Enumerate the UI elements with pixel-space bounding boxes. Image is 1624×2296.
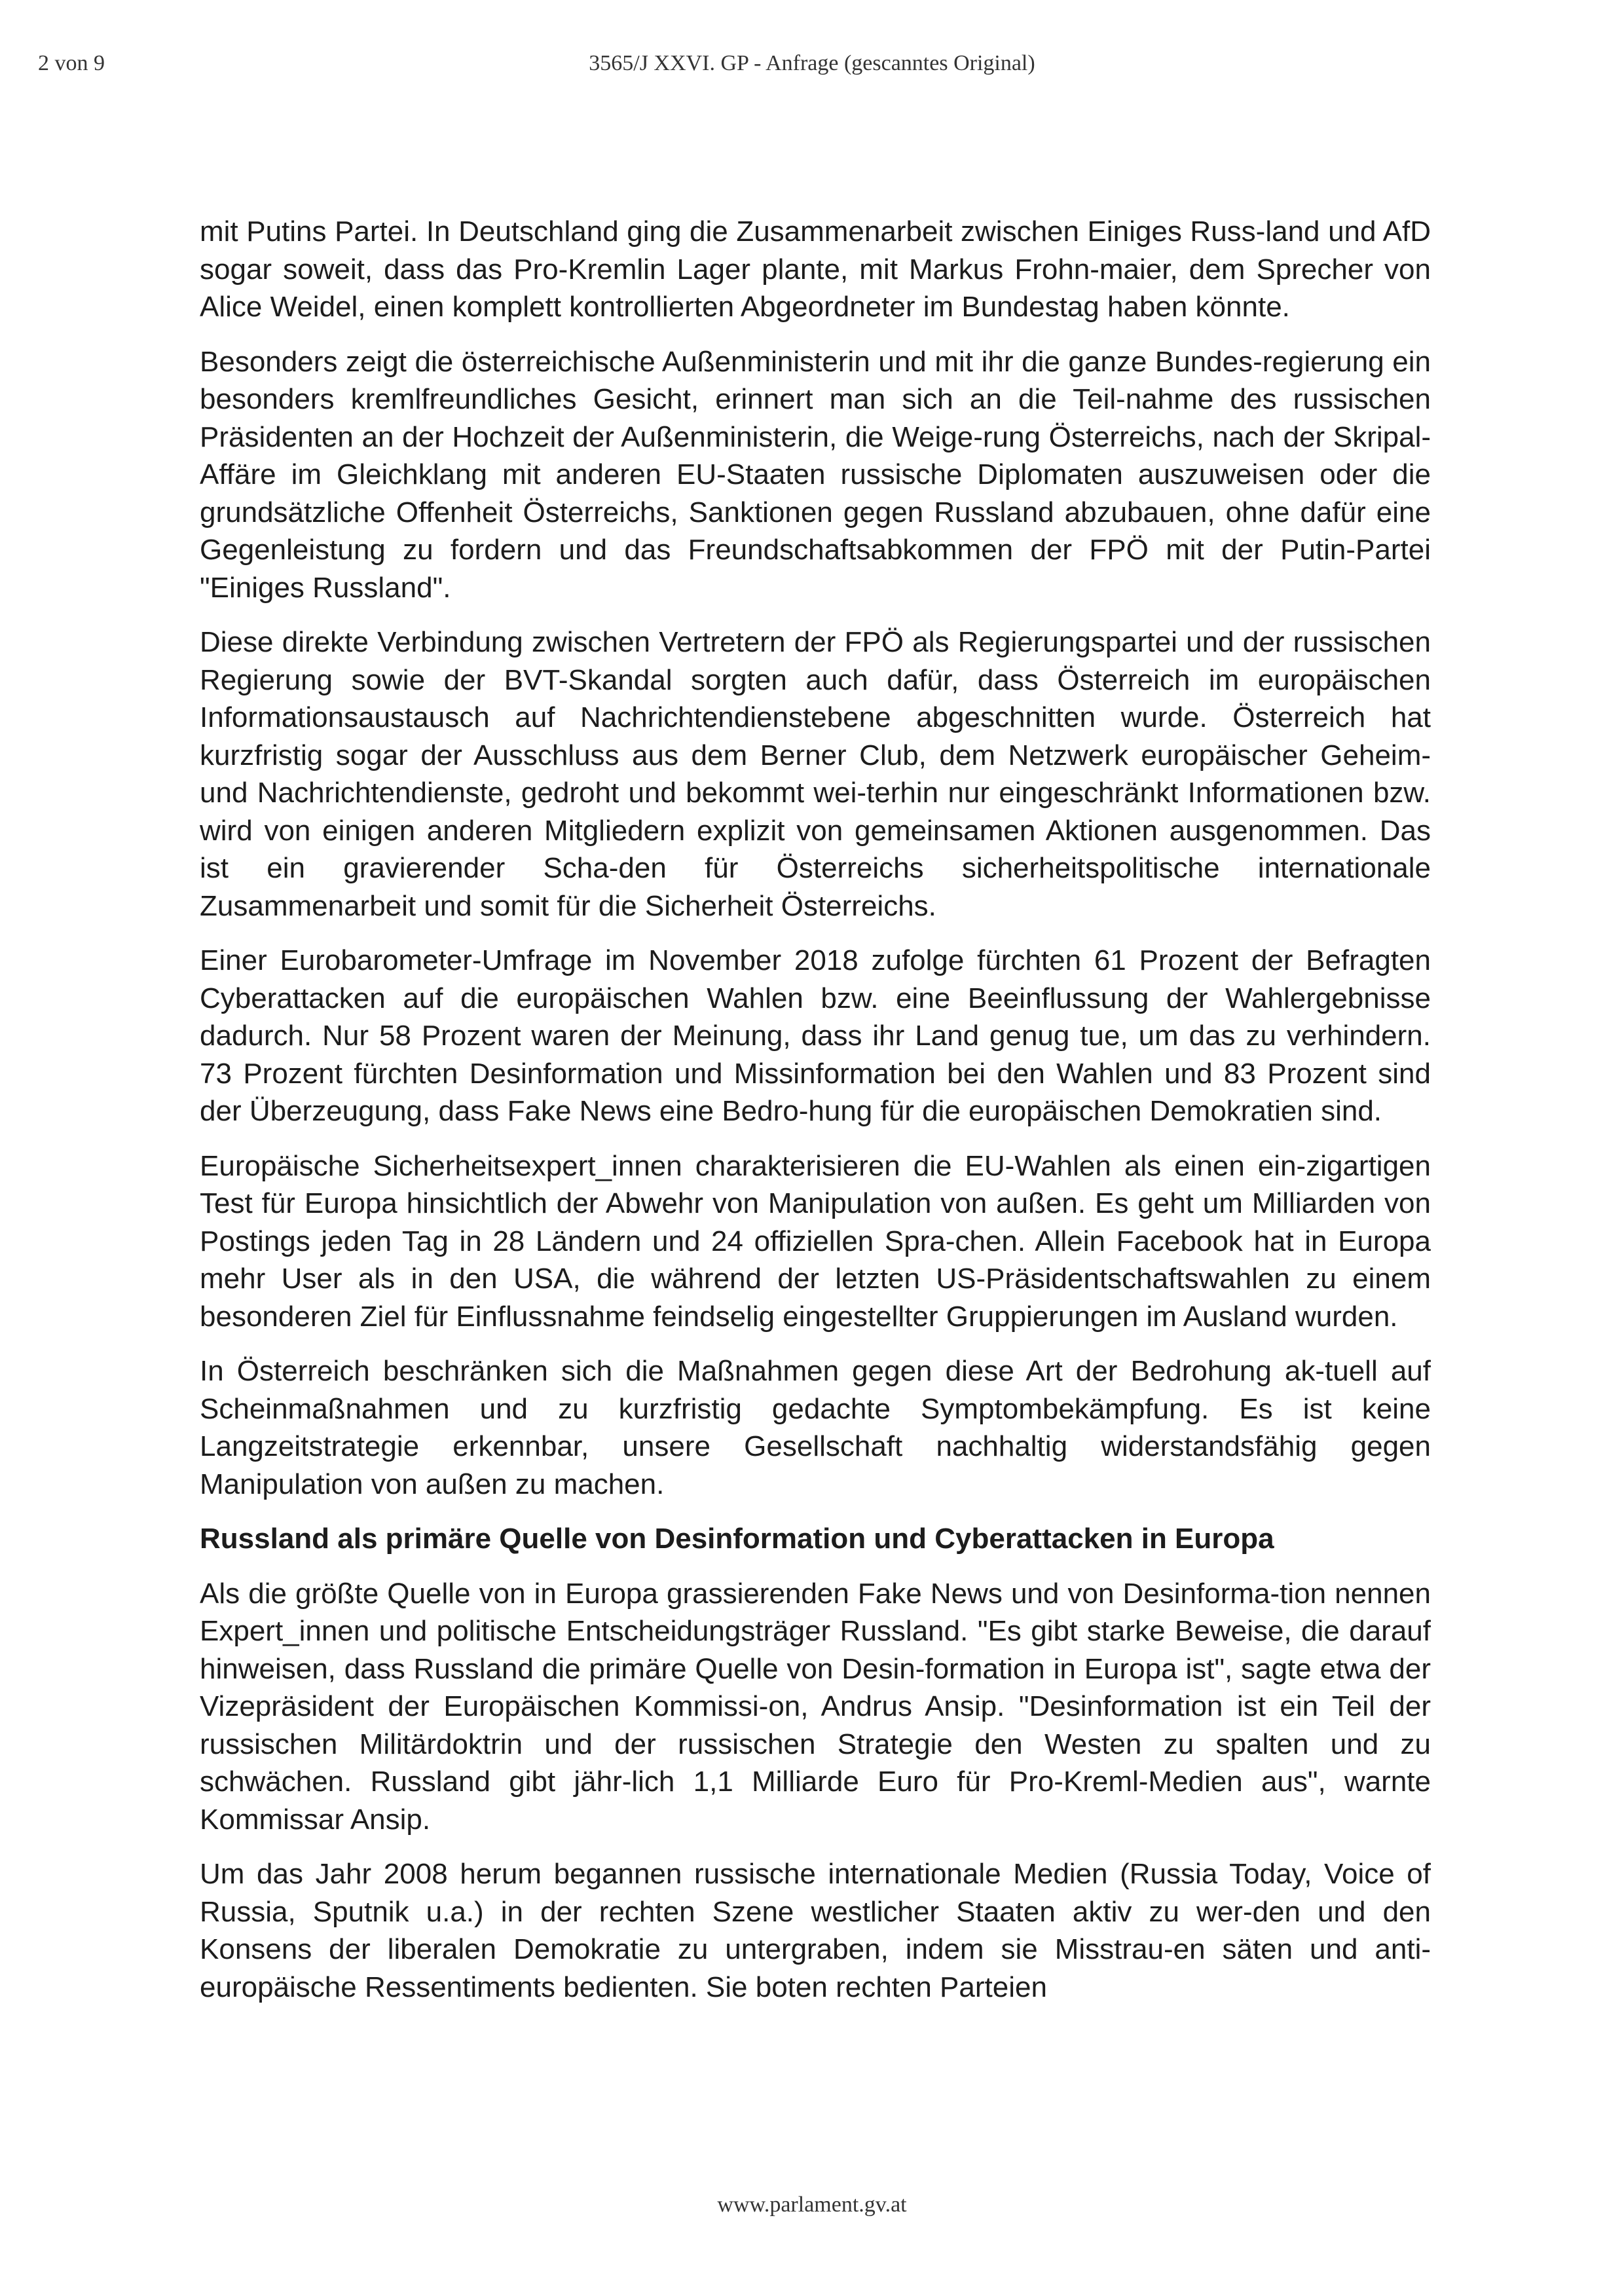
paragraph: In Österreich beschränken sich die Maßnahmen gegen diese Art der Bedrohung ak-tuell auf Scheinmaßnahmen und zu kurzfristig gedachte Symptombekämpfung. Es ist keine Langzeitstrategie erkennbar, unsere Gesellschaft nachhaltig widerstandsfähig gegen Manipulation von außen zu machen.	[200, 1355, 1431, 1500]
paragraph: Um das Jahr 2008 herum begannen russische internationale Medien (Russia Today, Voice of Russia, Sputnik u.a.) in der rechten Szene westlicher Staaten aktiv zu wer-den und den Konsens der liberalen Demokratie zu untergraben, indem sie Misstrau-en säten und anti-europäische Ressentiments bedienten. Sie boten rechten Parteien	[200, 1858, 1431, 2003]
page-number: 2 von 9	[38, 51, 105, 75]
section-heading: Russland als primäre Quelle von Desinformation und Cyberattacken in Europa	[200, 1523, 1274, 1555]
paragraph: mit Putins Partei. In Deutschland ging die Zusammenarbeit zwischen Einiges Russ-land und AfD sogar soweit, dass das Pro-Kremlin Lager plante, mit Markus Frohn-maier, dem Sprecher von Alice Weidel, einen komplett kontrollierten Abgeordneter im Bundestag haben könnte.	[200, 215, 1431, 323]
footer-url[interactable]: www.parlament.gv.at	[717, 2193, 907, 2217]
paragraph: Einer Eurobarometer-Umfrage im November 2018 zufolge fürchten 61 Prozent der Befragten Cyberattacken auf die europäischen Wahlen bzw. eine Beeinflussung der Wahlergebnisse dadurch. Nur 58 Prozent waren der Meinung, dass ihr Land genug tue, um das zu verhindern. 73 Prozent fürchten Desinformation und Missinformation bei den Wahlen und 83 Prozent sind der Überzeugung, dass Fake News eine Bedro-hung für die europäischen Demokratien sind.	[200, 944, 1431, 1127]
paragraph: Europäische Sicherheitsexpert_innen charakterisieren die EU-Wahlen als einen ein-zigartigen Test für Europa hinsichtlich der Abwehr von Manipulation von außen. Es geht um Milliarden von Postings jeden Tag in 28 Ländern und 24 offiziellen Spra-chen. Allein Facebook hat in Europa mehr User als in den USA, die während der letzten US-Präsidentschaftswahlen zu einem besonderen Ziel für Einflussnahme feindselig eingestellter Gruppierungen im Ausland wurden.	[200, 1149, 1431, 1333]
paragraph: Diese direkte Verbindung zwischen Vertretern der FPÖ als Regierungspartei und der russischen Regierung sowie der BVT-Skandal sorgten auch dafür, dass Österreich im europäischen Informationsaustausch auf Nachrichtendienstebene abgeschnitten wurde. Österreich hat kurzfristig sogar der Ausschluss aus dem Berner Club, dem Netzwerk europäischer Geheim- und Nachrichtendienste, gedroht und bekommt wei-terhin nur eingeschränkt Informationen bzw. wird von einigen anderen Mitgliedern explizit von gemeinsamen Aktionen ausgenommen. Das ist ein gravierender Scha-den für Österreichs sicherheitspolitische internationale Zusammenarbeit und somit für die Sicherheit Österreichs.	[200, 626, 1431, 922]
paragraph: Besonders zeigt die österreichische Außenministerin und mit ihr die ganze Bundes-regierung ein besonders kremlfreundliches Gesicht, erinnert man sich an die Teil-nahme des russischen Präsidenten an der Hochzeit der Außenministerin, die Weige-rung Österreichs, nach der Skripal-Affäre im Gleichklang mit anderen EU-Staaten russische Diplomaten auszuweisen oder die grundsätzliche Offenheit Österreichs, Sanktionen gegen Russland abzubauen, ohne dafür eine Gegenleistung zu fordern und das Freundschaftsabkommen der FPÖ mit der Putin-Partei "Einiges Russland".	[200, 345, 1431, 604]
document-body	[200, 213, 1431, 2023]
document-title: 3565/J XXVI. GP - Anfrage (gescanntes Original)	[589, 51, 1035, 75]
paragraph: Als die größte Quelle von in Europa grassierenden Fake News und von Desinforma-tion nennen Expert_innen und politische Entscheidungsträger Russland. "Es gibt starke Beweise, die darauf hinweisen, dass Russland die primäre Quelle von Desin-formation in Europa ist", sagte etwa der Vizepräsident der Europäischen Kommissi-on, Andrus Ansip. "Desinformation ist ein Teil der russischen Militärdoktrin und der russischen Strategie den Westen zu spalten und zu schwächen. Russland gibt jähr-lich 1,1 Milliarde Euro für Pro-Kreml-Medien aus", warnte Kommissar Ansip.	[200, 1577, 1431, 1836]
